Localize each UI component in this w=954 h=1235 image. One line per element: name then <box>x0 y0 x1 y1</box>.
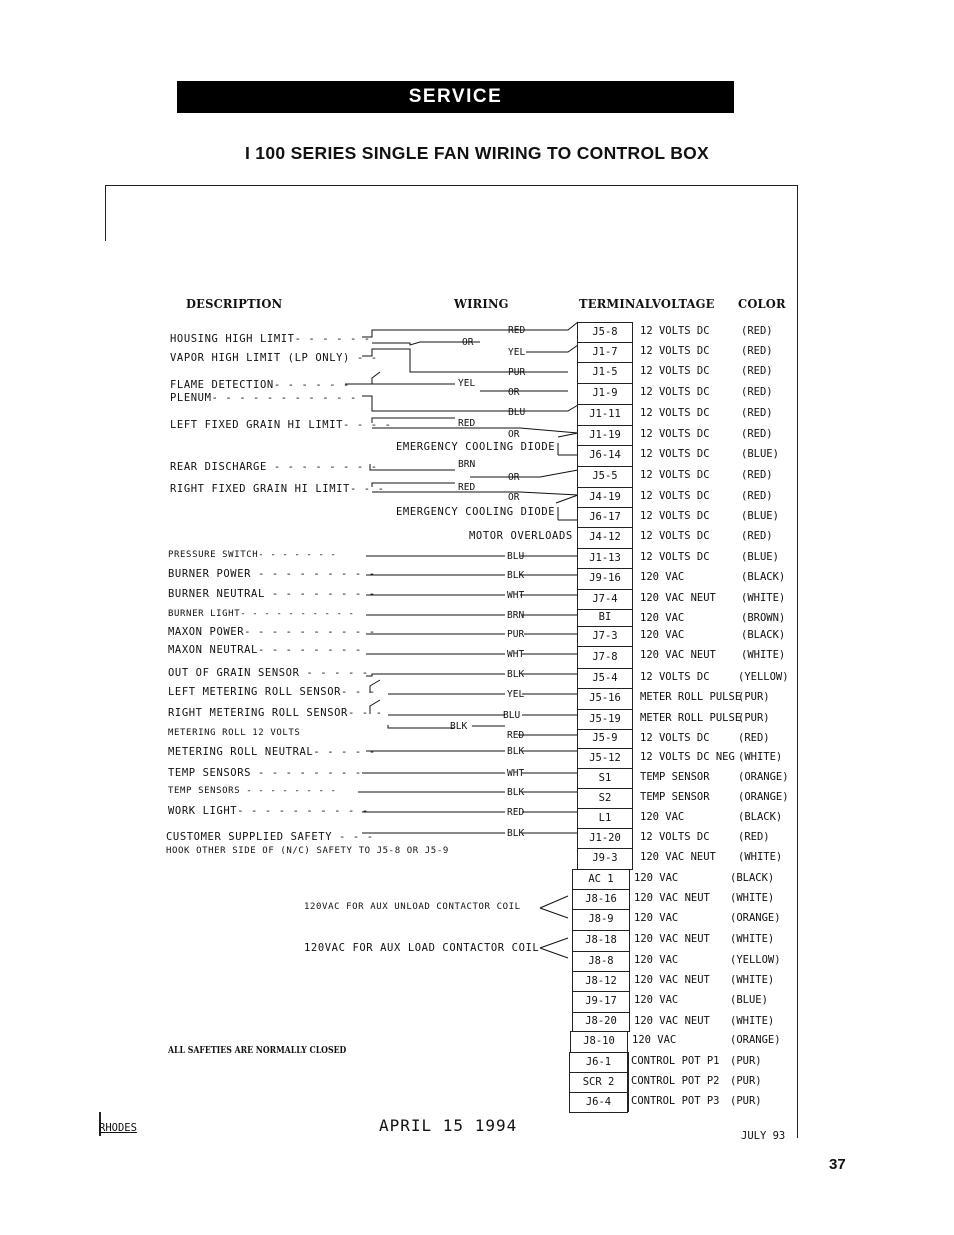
wire-label-or-4: OR <box>508 472 520 483</box>
terminal-cell: J1-11 <box>577 404 633 426</box>
wire-color-value: (BLUE) <box>741 510 779 522</box>
wire-color-value: (PUR) <box>738 691 770 703</box>
voltage-value: 120 VAC NEUT <box>640 649 716 661</box>
voltage-value: 120 VAC NEUT <box>640 592 716 604</box>
terminal-cell: J5-9 <box>577 729 633 749</box>
wire-right-meter <box>370 700 578 715</box>
footer-rhodes: RHODES <box>99 1122 137 1134</box>
desc-burner-power: BURNER POWER - - - - - - - - - <box>168 568 376 580</box>
wire-left-meter <box>370 680 578 694</box>
desc-vapor-high-limit: VAPOR HIGH LIMIT (LP ONLY) - - <box>170 352 378 364</box>
voltage-value: CONTROL POT P3 <box>631 1095 720 1107</box>
terminal-cell: J4-12 <box>577 527 633 549</box>
wire-color-value: (RED) <box>741 530 773 542</box>
terminal-cell: J1-19 <box>577 425 633 446</box>
wire-diode-1 <box>558 433 578 455</box>
wire-color-value: (RED) <box>738 732 770 744</box>
wire-label-or-2: OR <box>508 387 520 398</box>
terminal-cell: J1-7 <box>577 342 633 363</box>
wire-label-blk-6: BLK <box>507 828 525 839</box>
terminal-cell: J1-5 <box>577 362 633 384</box>
wire-label-pur-2: PUR <box>507 629 525 640</box>
voltage-value: 12 VOLTS DC <box>640 448 710 460</box>
terminal-cell: J1-13 <box>577 548 633 569</box>
terminal-cell: J4-19 <box>577 487 633 508</box>
wire-color-value: (WHITE) <box>738 851 783 863</box>
voltage-value: 12 VOLTS DC <box>640 831 710 843</box>
wire-label-wht-2: WHT <box>507 649 525 660</box>
header-terminal: TERMINAL <box>579 296 653 311</box>
wire-color-value: (RED) <box>741 325 773 337</box>
voltage-value: 12 VOLTS DC <box>640 510 710 522</box>
wire-aux-load <box>540 938 568 958</box>
wire-label-yel-1: YEL <box>508 347 526 358</box>
voltage-value: 120 VAC NEUT <box>640 851 716 863</box>
desc-left-fixed-grain-hi-limit: LEFT FIXED GRAIN HI LIMIT- - - - <box>170 419 392 431</box>
safeties-note: ALL SAFETIES ARE NORMALLY CLOSED <box>168 1045 347 1056</box>
voltage-value: 12 VOLTS DC <box>640 428 710 440</box>
wire-color-value: (BLUE) <box>730 994 768 1006</box>
terminal-cell: J8-16 <box>572 889 630 910</box>
voltage-value: 12 VOLTS DC <box>640 732 710 744</box>
service-banner: SERVICE <box>177 81 734 113</box>
terminal-cell: AC 1 <box>572 869 630 890</box>
wire-color-value: (ORANGE) <box>730 1034 781 1046</box>
wire-color-value: (BLACK) <box>741 571 786 583</box>
terminal-cell: S2 <box>577 788 633 809</box>
voltage-value: 120 VAC <box>640 612 685 624</box>
wire-color-value: (PUR) <box>730 1095 762 1107</box>
voltage-value: 120 VAC NEUT <box>634 892 710 904</box>
wire-label-pur: PUR <box>508 367 526 378</box>
terminal-cell: J6-17 <box>577 507 633 528</box>
voltage-value: 120 VAC NEUT <box>634 974 710 986</box>
header-color: COLOR <box>738 296 786 311</box>
voltage-value: 12 VOLTS DC <box>640 551 710 563</box>
header-wiring: WIRING <box>454 296 509 311</box>
wire-label-blk-2: BLK <box>507 669 525 680</box>
wire-out-of-grain <box>366 674 578 676</box>
wire-label-blk-3: BLK <box>450 721 468 732</box>
voltage-value: 120 VAC <box>634 872 679 884</box>
wire-label-yel-2: YEL <box>458 378 476 389</box>
desc-aux-load-contactor: 120VAC FOR AUX LOAD CONTACTOR COIL <box>304 942 540 954</box>
terminal-table-border <box>628 1052 629 1112</box>
terminal-cell: J1-20 <box>577 828 633 849</box>
wire-color-value: (RED) <box>741 490 773 502</box>
wire-label-brn-2: BRN <box>507 610 525 621</box>
terminal-cell: L1 <box>577 808 633 829</box>
desc-metering-roll-12-volts: METERING ROLL 12 VOLTS <box>168 728 301 738</box>
terminal-cell: J5-16 <box>577 688 633 710</box>
footer-date: APRIL 15 1994 <box>379 1116 518 1135</box>
voltage-value: 120 VAC <box>634 912 679 924</box>
wire-label-red-2: RED <box>458 418 476 429</box>
wire-label-blk-4: BLK <box>507 746 525 757</box>
wire-aux-unload <box>540 896 568 918</box>
voltage-value: 12 VOLTS DC <box>640 469 710 481</box>
wire-color-value: (RED) <box>741 469 773 481</box>
wire-label-brn-1: BRN <box>458 459 476 470</box>
terminal-cell: J9-17 <box>572 991 630 1013</box>
desc-maxon-neutral: MAXON NEUTRAL- - - - - - - - <box>168 644 362 656</box>
wire-color-value: (PUR) <box>738 712 770 724</box>
terminal-cell: J8-12 <box>572 971 630 992</box>
wire-color-value: (WHITE) <box>730 1015 775 1027</box>
page-title: I 100 SERIES SINGLE FAN WIRING TO CONTROL BOX <box>244 143 710 163</box>
desc-motor-overloads: MOTOR OVERLOADS <box>469 530 573 542</box>
voltage-value: METER ROLL PULSE <box>640 712 742 724</box>
terminal-cell: SCR 2 <box>569 1072 628 1093</box>
desc-customer-supplied-safety: CUSTOMER SUPPLIED SAFETY - - - <box>166 831 374 843</box>
terminal-cell: J6-14 <box>577 445 633 467</box>
wire-yel <box>526 345 578 352</box>
desc-burner-neutral: BURNER NEUTRAL - - - - - - - - <box>168 588 376 600</box>
wire-color-value: (BLUE) <box>741 448 779 460</box>
terminal-cell: J5-5 <box>577 466 633 488</box>
desc-left-metering-roll-sensor: LEFT METERING ROLL SENSOR- - - <box>168 686 376 698</box>
wire-label-blu-1: BLU <box>508 407 526 418</box>
wire-color-value: (BROWN) <box>741 612 786 624</box>
desc-metering-roll-neutral: METERING ROLL NEUTRAL- - - - - <box>168 746 376 758</box>
desc-right-metering-roll-sensor: RIGHT METERING ROLL SENSOR- - - <box>168 707 383 719</box>
desc-housing-high-limit: HOUSING HIGH LIMIT- - - - - - <box>170 333 371 345</box>
voltage-value: 12 VOLTS DC <box>640 530 710 542</box>
wire-color-value: (WHITE) <box>741 649 786 661</box>
terminal-cell: J5-19 <box>577 709 633 730</box>
desc-temp-sensors-1: TEMP SENSORS - - - - - - - - <box>168 767 362 779</box>
wire-housing <box>362 322 578 337</box>
desc-emergency-cooling-diode-2: EMERGENCY COOLING DIODE <box>396 506 556 518</box>
wire-color-value: (RED) <box>741 428 773 440</box>
voltage-value: 12 VOLTS DC NEG <box>640 751 735 763</box>
terminal-cell: J6-4 <box>569 1092 628 1113</box>
wire-color-value: (WHITE) <box>730 892 775 904</box>
desc-out-of-grain-sensor: OUT OF GRAIN SENSOR - - - - - <box>168 667 369 679</box>
wire-label-or-3: OR <box>508 429 520 440</box>
voltage-value: 120 VAC <box>634 994 679 1006</box>
wire-rear-or <box>470 470 578 477</box>
voltage-value: 120 VAC <box>632 1034 677 1046</box>
wire-flame <box>345 372 380 384</box>
wire-color-value: (RED) <box>741 345 773 357</box>
desc-pressure-switch: PRESSURE SWITCH- - - - - - - <box>168 550 337 560</box>
terminal-cell: S1 <box>577 768 633 789</box>
terminal-cell: J5-12 <box>577 748 633 769</box>
wire-color-value: (YELLOW) <box>738 671 789 683</box>
terminal-cell: J7-3 <box>577 626 633 647</box>
terminal-cell: J5-8 <box>577 322 633 343</box>
page-number: 37 <box>829 1156 846 1173</box>
desc-plenum: PLENUM- - - - - - - - - - - <box>170 392 357 404</box>
terminal-cell: J9-16 <box>577 568 633 590</box>
wire-color-value: (BLUE) <box>741 551 779 563</box>
wire-left-fixed <box>372 418 455 423</box>
wire-color-value: (ORANGE) <box>738 791 789 803</box>
wire-label-wht-3: WHT <box>507 768 525 779</box>
wire-color-value: (RED) <box>738 831 770 843</box>
wire-color-value: (RED) <box>741 365 773 377</box>
voltage-value: CONTROL POT P2 <box>631 1075 720 1087</box>
terminal-cell: BI <box>577 609 633 627</box>
terminal-cell: J5-4 <box>577 668 633 689</box>
wire-color-value: (ORANGE) <box>730 912 781 924</box>
wire-label-red-5: RED <box>507 807 525 818</box>
desc-rear-discharge: REAR DISCHARGE - - - - - - - - <box>170 461 378 473</box>
voltage-value: TEMP SENSOR <box>640 771 710 783</box>
desc-work-light: WORK LIGHT- - - - - - - - - - <box>168 805 369 817</box>
wire-color-value: (PUR) <box>730 1075 762 1087</box>
voltage-value: CONTROL POT P1 <box>631 1055 720 1067</box>
terminal-cell: J8-20 <box>572 1012 630 1032</box>
wire-label-or-5: OR <box>508 492 520 503</box>
desc-maxon-power: MAXON POWER- - - - - - - - - - <box>168 626 376 638</box>
footer-revision: JULY 93 <box>741 1130 786 1142</box>
terminal-cell: J7-8 <box>577 646 633 669</box>
header-voltage: VOLTAGE <box>652 296 715 311</box>
voltage-value: 120 VAC <box>634 954 679 966</box>
terminal-cell: J8-8 <box>572 951 630 972</box>
terminal-cell: J9-3 <box>577 848 633 870</box>
wire-color-value: (WHITE) <box>730 974 775 986</box>
wire-color-value: (RED) <box>741 407 773 419</box>
voltage-value: 120 VAC <box>640 571 685 583</box>
wire-color-value: (RED) <box>741 386 773 398</box>
wire-label-red-1: RED <box>508 325 526 336</box>
terminal-cell: J8-18 <box>572 930 630 952</box>
desc-right-fixed-grain-hi-limit: RIGHT FIXED GRAIN HI LIMIT- - - <box>170 483 385 495</box>
voltage-value: 12 VOLTS DC <box>640 325 710 337</box>
wire-color-value: (BLACK) <box>730 872 775 884</box>
desc-aux-unload-contactor: 120VAC FOR AUX UNLOAD CONTACTOR COIL <box>304 902 521 912</box>
wire-color-value: (BLACK) <box>741 629 786 641</box>
terminal-cell: J7-4 <box>577 589 633 610</box>
wire-label-wht-1: WHT <box>507 590 525 601</box>
wire-color-value: (YELLOW) <box>730 954 781 966</box>
terminal-cell: J1-9 <box>577 383 633 405</box>
wire-label-blu-3: BLU <box>503 710 521 721</box>
voltage-value: 12 VOLTS DC <box>640 345 710 357</box>
desc-burner-light: BURNER LIGHT- - - - - - - - - - <box>168 609 355 619</box>
voltage-value: 12 VOLTS DC <box>640 365 710 377</box>
desc-emergency-cooling-diode-1: EMERGENCY COOLING DIODE <box>396 441 556 453</box>
voltage-value: TEMP SENSOR <box>640 791 710 803</box>
header-description: DESCRIPTION <box>186 296 283 311</box>
wire-label-or-1: OR <box>462 337 474 348</box>
voltage-value: 12 VOLTS DC <box>640 490 710 502</box>
wire-label-red-3: RED <box>458 482 476 493</box>
wire-color-value: (PUR) <box>730 1055 762 1067</box>
wire-label-blu-2: BLU <box>507 551 525 562</box>
voltage-value: 12 VOLTS DC <box>640 407 710 419</box>
terminal-cell: J6-1 <box>569 1052 628 1073</box>
voltage-value: 120 VAC NEUT <box>634 933 710 945</box>
wire-label-blk-5: BLK <box>507 787 525 798</box>
wire-color-value: (BLACK) <box>738 811 783 823</box>
wire-label-blk-1: BLK <box>507 570 525 581</box>
wire-rear <box>370 464 455 470</box>
wire-color-value: (ORANGE) <box>738 771 789 783</box>
wire-color-value: (WHITE) <box>730 933 775 945</box>
desc-temp-sensors-2: TEMP SENSORS - - - - - - - - <box>168 786 337 796</box>
terminal-cell: J8-10 <box>570 1031 628 1053</box>
desc-flame-detection: FLAME DETECTION- - - - - - <box>170 379 350 391</box>
desc-hook-other-side-note: HOOK OTHER SIDE OF (N/C) SAFETY TO J5-8 OR J5-9 <box>166 846 449 856</box>
wire-color-value: (WHITE) <box>741 592 786 604</box>
voltage-value: 120 VAC NEUT <box>634 1015 710 1027</box>
voltage-value: 120 VAC <box>640 811 685 823</box>
wire-meter-blk <box>388 725 578 735</box>
wire-plenum <box>362 396 578 411</box>
wire-label-yel-3: YEL <box>507 689 525 700</box>
wire-diode-2 <box>556 495 578 520</box>
voltage-value: 120 VAC <box>640 629 685 641</box>
voltage-value: METER ROLL PULSE <box>640 691 742 703</box>
wire-color-value: (WHITE) <box>738 751 783 763</box>
terminal-cell: J8-9 <box>572 909 630 931</box>
wire-label-red-4: RED <box>507 730 525 741</box>
voltage-value: 12 VOLTS DC <box>640 671 710 683</box>
voltage-value: 12 VOLTS DC <box>640 386 710 398</box>
